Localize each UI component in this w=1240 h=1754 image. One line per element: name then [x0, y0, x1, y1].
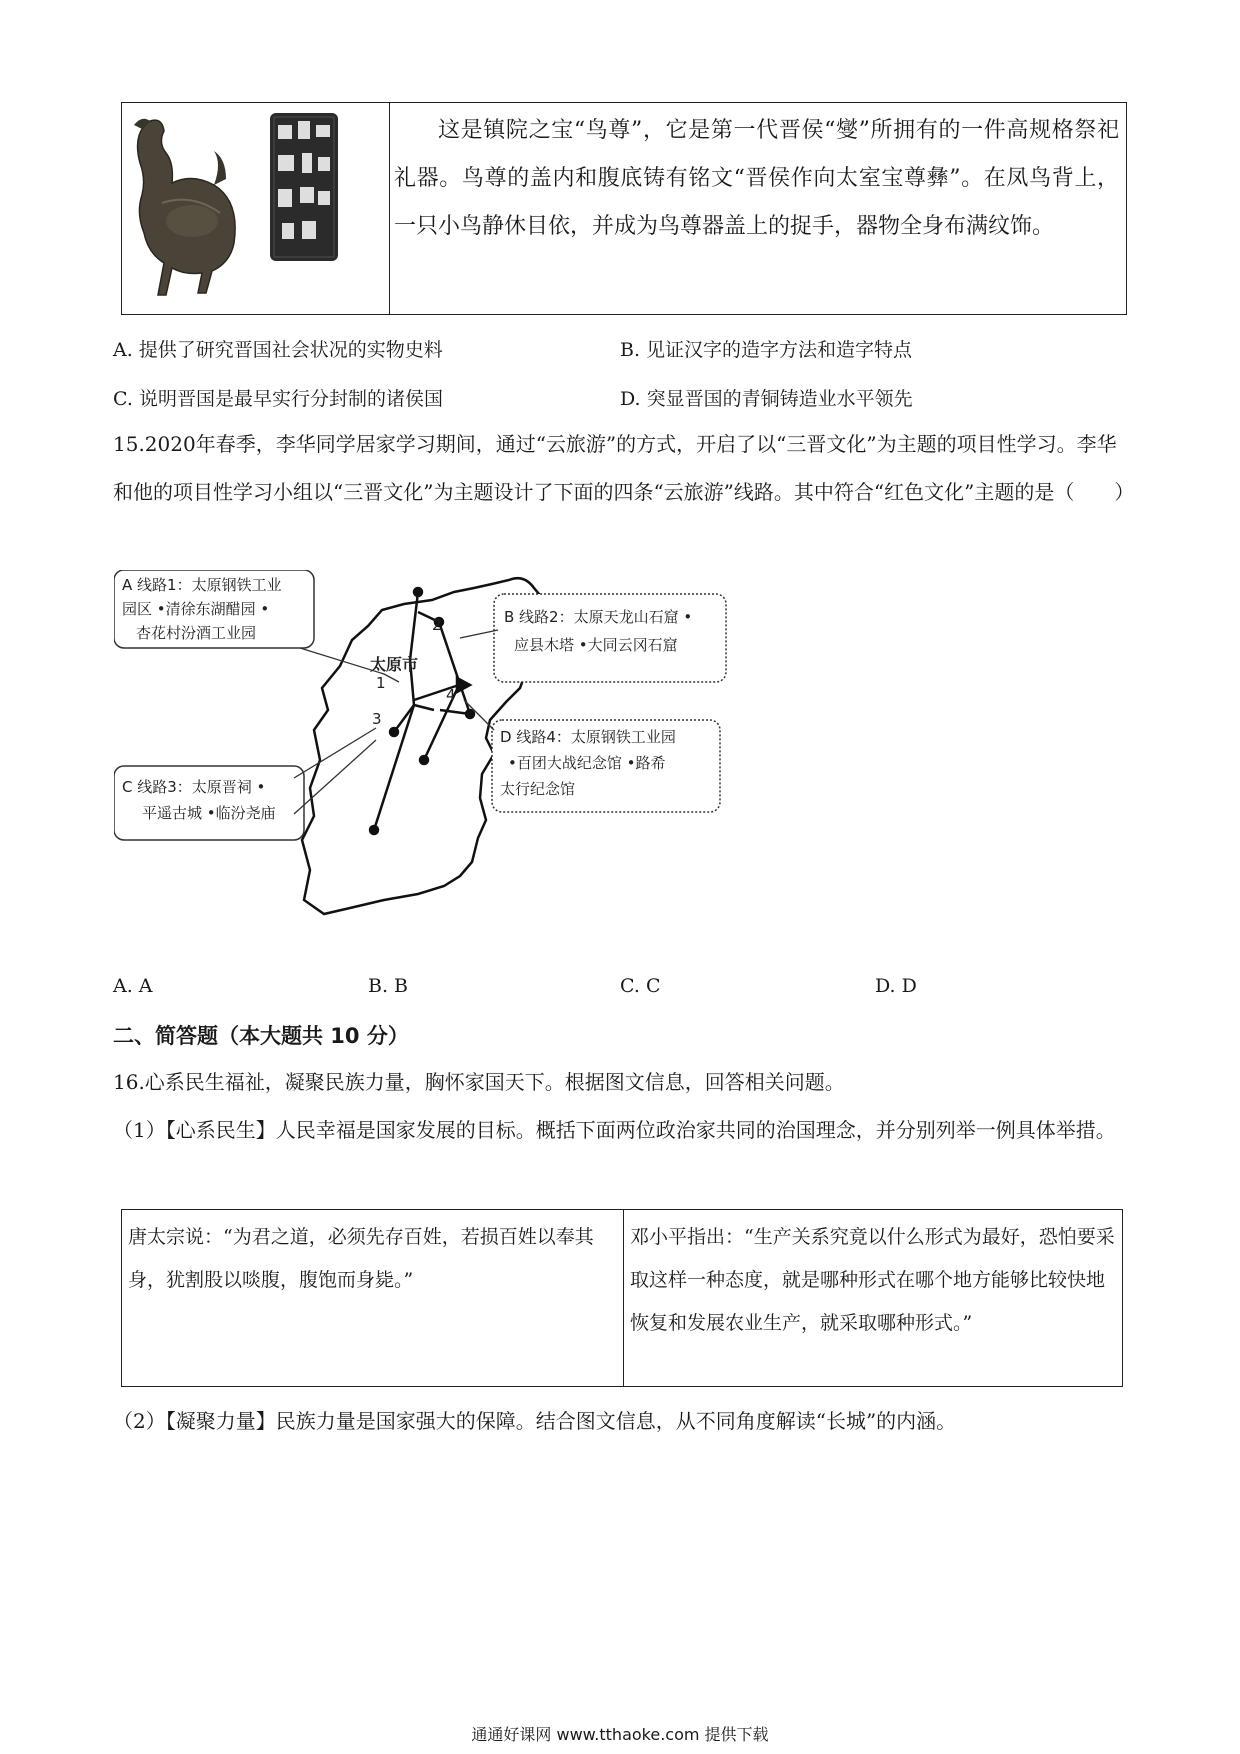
bird-zun-photo — [122, 103, 389, 314]
svg-text:园区 •清徐东湖醋园 •: 园区 •清徐东湖醋园 • — [122, 600, 270, 618]
q15-option-d[interactable]: D. D — [875, 975, 917, 997]
section-title: 二、简答题（本大题共 10 分） — [113, 1024, 409, 1048]
route-number-4: 4 — [446, 686, 456, 704]
q16-sub1: （1）【心系民生】人民幸福是国家发展的目标。概括下面两位政治家共同的治国理念，并分别列举一例具体举措。 — [113, 1118, 1116, 1142]
svg-text:A 线路1：太原钢铁工业: A 线路1：太原钢铁工业 — [122, 576, 282, 594]
q14-option-a[interactable]: A. 提供了研究晋国社会状况的实物史料 — [113, 339, 443, 361]
quote-deng-xiaoping: 邓小平指出：“生产关系究竟以什么形式为最好，恐怕要采取这样一种态度，就是哪种形式在哪个地方能够比较快地恢复和发展农业生产，就采取哪种形式。” — [630, 1226, 1115, 1334]
svg-text:应县木塔 •大同云冈石窟: 应县木塔 •大同云冈石窟 — [514, 636, 678, 654]
svg-text:B 线路2：太原天龙山石窟 •: B 线路2：太原天龙山石窟 • — [504, 608, 693, 626]
svg-text:太行纪念馆: 太行纪念馆 — [500, 780, 576, 798]
quote-tang-taizong: 唐太宗说：“为君之道，必须先存百姓，若损百姓以奉其身，犹割股以啖腹，腹饱而身毙。” — [128, 1226, 594, 1291]
route-number-2: 2 — [432, 616, 442, 634]
shanxi-route-map — [114, 570, 834, 954]
q15-stem: 15.2020年春季，李华同学居家学习期间，通过“云旅游”的方式，开启了以“三晋文化”为主题的项目性学习。李华和他的项目性学习小组以“三晋文化”为主题设计了下面的四条“云旅游”线路。其中符合“红色文化”主题的是（ ） — [113, 432, 1135, 504]
svg-text:平遥古城 •临汾尧庙: 平遥古城 •临汾尧庙 — [142, 804, 276, 822]
route-number-1: 1 — [376, 674, 386, 692]
artifact-table — [121, 102, 1127, 315]
artifact-description: 这是镇院之宝“鸟尊”，它是第一代晋侯“燮”所拥有的一件高规格祭祀礼器。鸟尊的盖内和腹底铸有铭文“晋侯作向太室宝尊彝”。在凤鸟背上，一只小鸟静休目依，并成为鸟尊器盖上的捉手，器物全身布满纹饰。 — [394, 118, 1119, 239]
route-number-3: 3 — [372, 710, 382, 728]
svg-text:D 线路4：太原钢铁工业园: D 线路4：太原钢铁工业园 — [500, 728, 676, 746]
svg-text:杏花村汾酒工业园: 杏花村汾酒工业园 — [136, 624, 257, 642]
quote-table — [121, 1209, 1123, 1387]
q16-stem: 16.心系民生福祉，凝聚民族力量，胸怀家国天下。根据图文信息，回答相关问题。 — [113, 1070, 845, 1094]
q14-option-b[interactable]: B. 见证汉字的造字方法和造字特点 — [620, 339, 913, 361]
q14-option-c[interactable]: C. 说明晋国是最早实行分封制的诸侯国 — [113, 388, 443, 410]
q15-option-b[interactable]: B. B — [368, 975, 409, 997]
q15-option-c[interactable]: C. C — [620, 975, 661, 997]
q14-option-d[interactable]: D. 突显晋国的青铜铸造业水平领先 — [620, 388, 913, 410]
city-label-taiyuan: 太原市 — [370, 655, 419, 674]
svg-text:•百团大战纪念馆 •路希: •百团大战纪念馆 •路希 — [508, 754, 666, 772]
page-footer: 通通好课网 www.tthaoke.com 提供下载 — [471, 1725, 769, 1744]
svg-text:C 线路3：太原晋祠 •: C 线路3：太原晋祠 • — [122, 778, 266, 796]
q16-sub2: （2）【凝聚力量】民族力量是国家强大的保障。结合图文信息，从不同角度解读“长城”的内涵。 — [113, 1409, 957, 1433]
q15-option-a[interactable]: A. A — [113, 975, 153, 997]
